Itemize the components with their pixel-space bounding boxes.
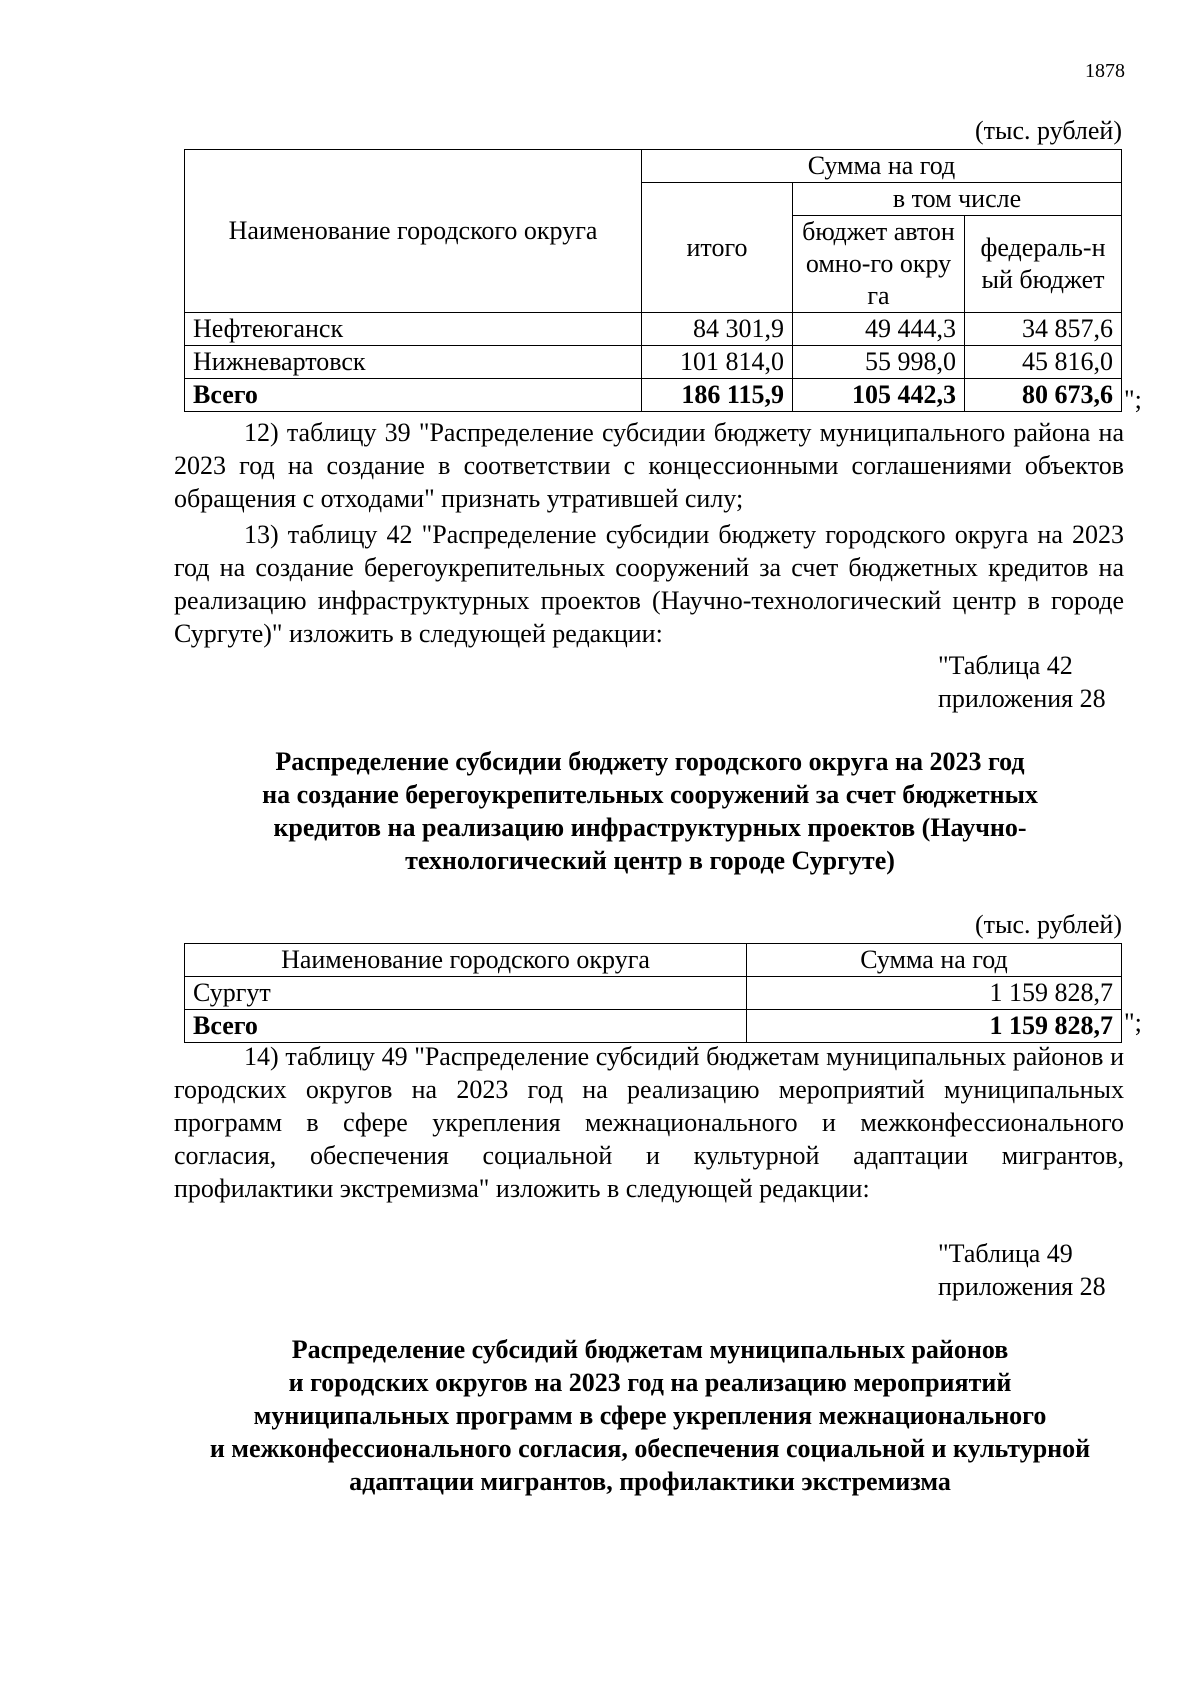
header-year-sum: Сумма на год: [642, 150, 1122, 183]
header-total: итого: [642, 183, 793, 313]
title-line: и межконфессионального согласия, обеспечения социальной и культурной: [209, 1434, 1091, 1463]
title-line: Распределение субсидий бюджетам муниципальных районов: [291, 1335, 1009, 1364]
row-ao: 49 444,3: [793, 313, 965, 346]
total-fed: 80 673,6: [965, 379, 1122, 412]
table-row: [185, 346, 1122, 379]
table-49-caption: [938, 1237, 1106, 1303]
row-total: 84 301,9: [642, 313, 793, 346]
caption-line: приложения 28: [938, 1272, 1106, 1301]
title-line: кредитов на реализацию инфраструктурных проектов (Научно-: [273, 813, 1027, 842]
caption-line: "Таблица 42: [938, 651, 1073, 680]
total-sum: 1 159 828,7: [747, 1010, 1122, 1043]
paragraph-14: 14) таблицу 49 "Распределение субсидий бюджетам муниципальных районов и городских округов на 2023 год на реализацию мероприятий муниципальных программ в сфере укрепления межнационального и межконфессионального согласия, обеспечения социальной и культурной адаптации мигрантов, профилактики экстремизма" изложить в следующей редакции:: [174, 1042, 1124, 1203]
row-name: Сургут: [185, 977, 747, 1010]
row-fed: 34 857,6: [965, 313, 1122, 346]
table-total-row: [185, 379, 1122, 412]
header-year-sum: Сумма на год: [747, 944, 1122, 977]
header-name: Наименование городского округа: [185, 150, 642, 313]
row-total: 101 814,0: [642, 346, 793, 379]
caption-line: приложения 28: [938, 684, 1106, 713]
close-quote-2: ";: [1124, 1008, 1142, 1037]
close-quote-1: ";: [1124, 385, 1142, 414]
title-line: и городских округов на 2023 год на реализацию мероприятий: [288, 1368, 1012, 1397]
page-number: 1878: [1085, 60, 1125, 82]
row-sum: 1 159 828,7: [747, 977, 1122, 1010]
row-name: Нижневартовск: [185, 346, 642, 379]
row-fed: 45 816,0: [965, 346, 1122, 379]
total-ao: 105 442,3: [793, 379, 965, 412]
title-line: адаптации мигрантов, профилактики экстремизма: [349, 1467, 951, 1496]
title-line: на создание берегоукрепительных сооружений за счет бюджетных: [262, 780, 1038, 809]
row-name: Нефтеюганск: [185, 313, 642, 346]
header-including: в том числе: [793, 183, 1122, 216]
title-line: Распределение субсидии бюджету городского округа на 2023 год: [275, 747, 1025, 776]
subsidy-table-1: [184, 149, 1122, 412]
total-name: Всего: [185, 1010, 747, 1043]
table-49-title: [150, 1333, 1150, 1498]
subsidy-table-2: [184, 943, 1122, 1043]
total-name: Всего: [185, 379, 642, 412]
table-row: [185, 313, 1122, 346]
units-label-1: (тыс. рублей): [974, 116, 1122, 145]
total-total: 186 115,9: [642, 379, 793, 412]
title-line: технологический центр в городе Сургуте): [405, 846, 895, 875]
table-row: [185, 977, 1122, 1010]
table-total-row: [185, 1010, 1122, 1043]
units-label-2: (тыс. рублей): [974, 910, 1122, 939]
header-ao-budget: бюджет автономно-го округа: [793, 216, 965, 313]
table-42-caption: [938, 649, 1106, 715]
header-fed-budget: федераль-ный бюджет: [965, 216, 1122, 313]
paragraph-12: 12) таблицу 39 "Распределение субсидии бюджету муниципального района на 2023 год на создание в соответствии с концессионными соглашениями объектов обращения с отходами" признать утратившей силу;: [174, 418, 1124, 513]
header-name: Наименование городского округа: [185, 944, 747, 977]
caption-line: "Таблица 49: [938, 1239, 1073, 1268]
paragraph-13: 13) таблицу 42 "Распределение субсидии бюджету городского округа на 2023 год на создание берегоукрепительных сооружений за счет бюджетных кредитов на реализацию инфраструктурных проектов (Научно-технологический центр в городе Сургуте)" изложить в следующей редакции:: [174, 520, 1124, 648]
table-42-title: [170, 745, 1130, 877]
title-line: муниципальных программ в сфере укрепления межнационального: [253, 1401, 1047, 1430]
row-ao: 55 998,0: [793, 346, 965, 379]
